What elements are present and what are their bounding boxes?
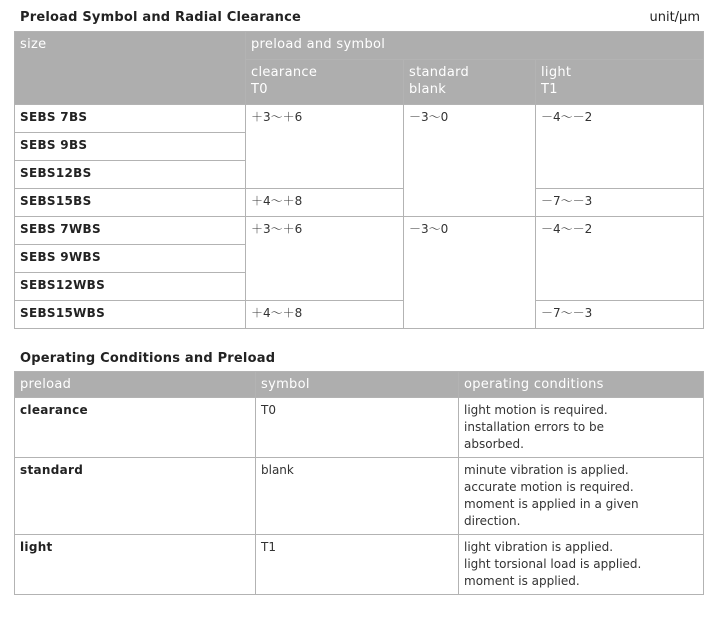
table-row (15, 398, 704, 458)
operating-conditions-table (14, 371, 704, 595)
conditions-cell (459, 398, 704, 458)
preload-clearance-table (14, 31, 704, 329)
size-cell: SEBS 7WBS (15, 217, 246, 245)
size-cell: SEBS15BS (15, 189, 246, 217)
clearance-cell: ＋3～＋6 (246, 105, 404, 189)
conditions-cell (459, 458, 704, 535)
clearance-cell: ＋3～＋6 (246, 217, 404, 301)
table-row (15, 189, 704, 217)
table-header-row (15, 372, 704, 398)
header-symbol: T0 (251, 82, 268, 97)
table-row (15, 458, 704, 535)
size-cell: SEBS 7BS (15, 105, 246, 133)
header-label: clearance (251, 65, 318, 80)
size-cell: SEBS 9BS (15, 133, 246, 161)
condition-line: minute vibration is applied. (464, 463, 629, 477)
unit-label: unit/μm (649, 10, 700, 25)
table1-title: Preload Symbol and Radial Clearance (20, 10, 302, 25)
size-cell: SEBS12BS (15, 161, 246, 189)
condition-line: moment is applied in a given (464, 497, 639, 511)
symbol-cell: T0 (256, 398, 459, 458)
header-symbol: T1 (541, 82, 558, 97)
size-cell: SEBS12WBS (15, 273, 246, 301)
preload-cell: clearance (15, 398, 256, 458)
table-row (15, 301, 704, 329)
size-cell: SEBS 9WBS (15, 245, 246, 273)
table2-title: Operating Conditions and Preload (20, 351, 276, 366)
header-symbol: blank (409, 82, 447, 97)
standard-cell: －3～0 (404, 217, 536, 329)
condition-line: installation errors to be (464, 420, 605, 434)
clearance-cell: ＋4～＋8 (246, 301, 404, 329)
condition-line: light vibration is applied. (464, 540, 614, 554)
preload-cell: standard (15, 458, 256, 535)
symbol-cell: T1 (256, 535, 459, 595)
table-header-row (15, 32, 704, 60)
condition-line: accurate motion is required. (464, 480, 634, 494)
col-header-conditions: operating conditions (459, 372, 704, 398)
light-cell: －4～－2 (536, 105, 704, 189)
header-label: light (541, 65, 572, 80)
conditions-cell (459, 535, 704, 595)
col-header-light (536, 60, 704, 105)
size-cell: SEBS15WBS (15, 301, 246, 329)
col-header-preload-group: preload and symbol (246, 32, 704, 60)
col-header-symbol: symbol (256, 372, 459, 398)
light-cell: －7～－3 (536, 189, 704, 217)
preload-cell: light (15, 535, 256, 595)
condition-line: absorbed. (464, 437, 524, 451)
col-header-size: size (15, 32, 246, 105)
condition-line: direction. (464, 514, 521, 528)
light-cell: －7～－3 (536, 301, 704, 329)
col-header-clearance (246, 60, 404, 105)
condition-line: moment is applied. (464, 574, 580, 588)
condition-line: light motion is required. (464, 403, 608, 417)
col-header-standard (404, 60, 536, 105)
header-label: standard (409, 65, 470, 80)
symbol-cell: blank (256, 458, 459, 535)
table-row (15, 217, 704, 245)
clearance-cell: ＋4～＋8 (246, 189, 404, 217)
col-header-preload: preload (15, 372, 256, 398)
table-row (15, 535, 704, 595)
standard-cell: －3～0 (404, 105, 536, 217)
condition-line: light torsional load is applied. (464, 557, 642, 571)
table-row (15, 105, 704, 133)
light-cell: －4～－2 (536, 217, 704, 301)
